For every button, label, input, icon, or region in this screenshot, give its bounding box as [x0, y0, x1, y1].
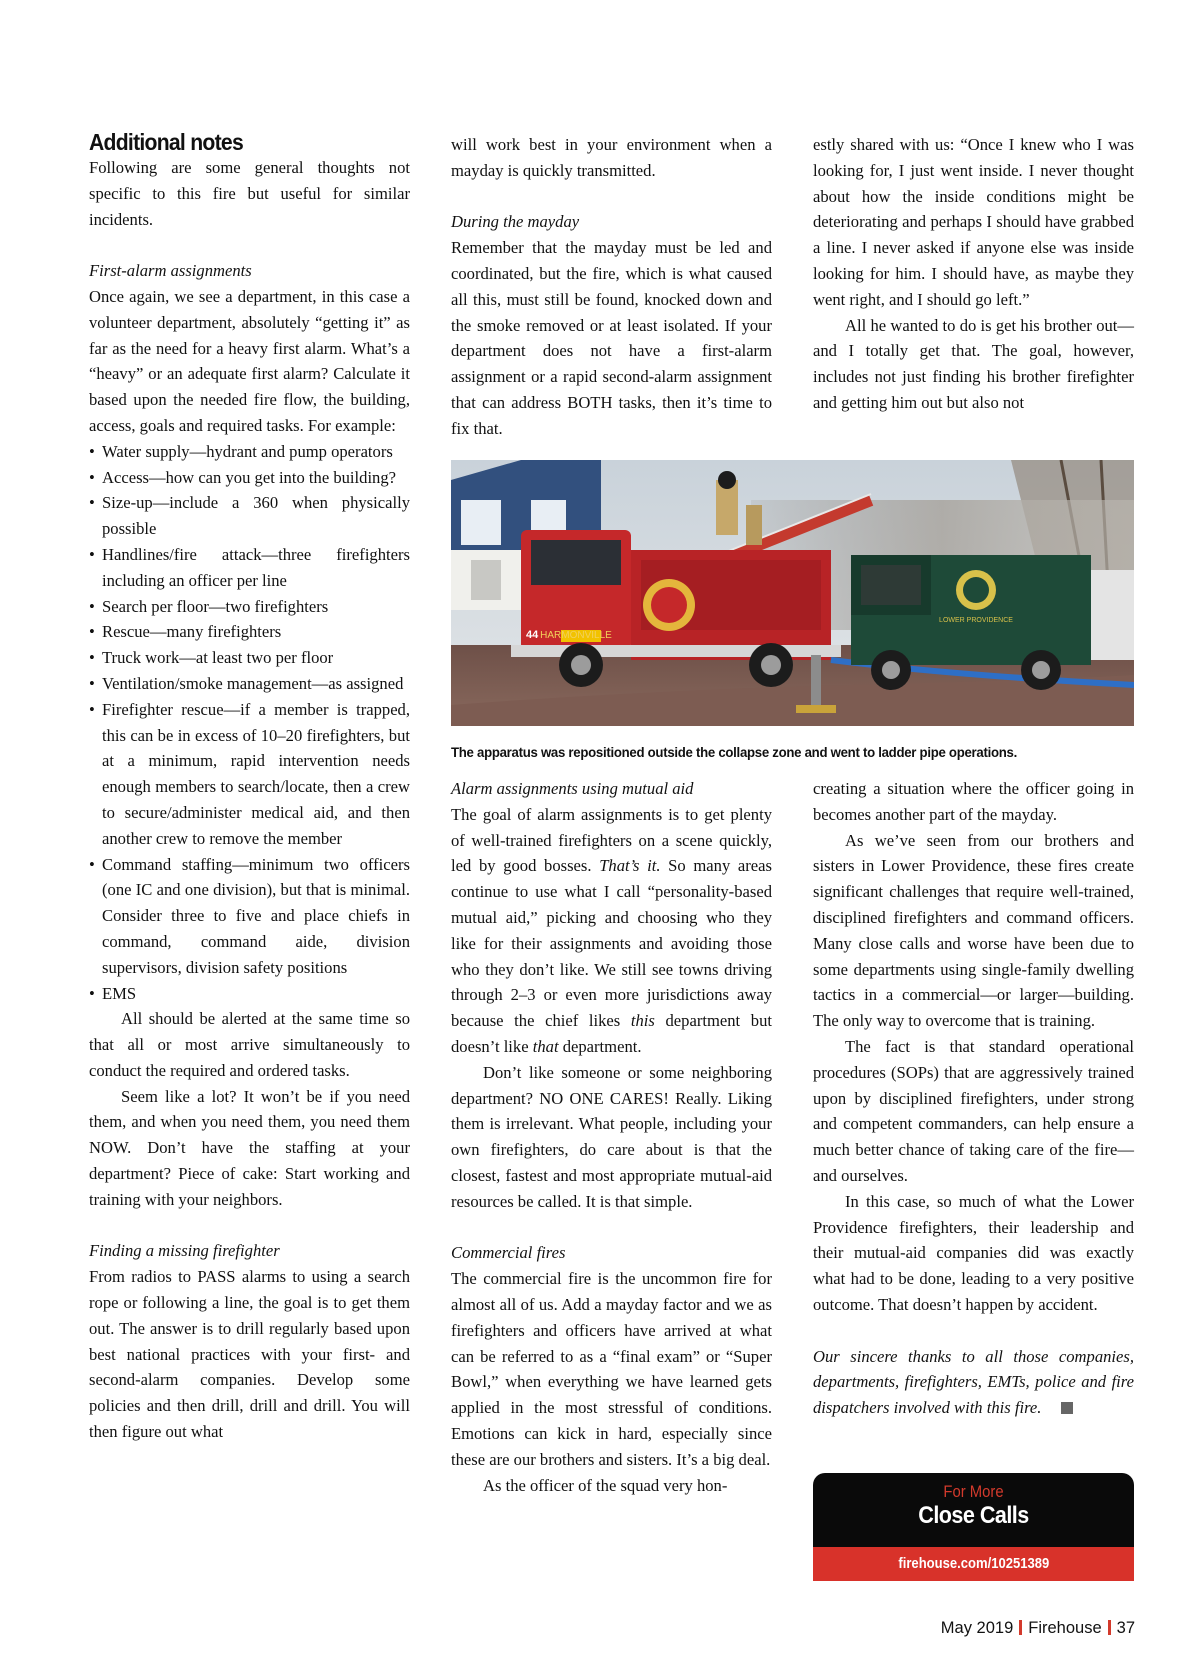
subhead-first-alarm: First-alarm assignments [89, 261, 252, 281]
column-3-top [813, 132, 1134, 416]
paragraph: estly shared with us: “Once I knew who I was looking for, I just went inside. I never thought about how the inside conditions might be deteriorating and perhaps I should have grabbed a line. I never asked if anyone else was inside looking for him. I should have, as maybe they went right, and I should go left.” [813, 135, 1134, 309]
list-item: • Truck work—at least two per floor [89, 645, 410, 671]
issue-date: May 2019 [940, 1619, 1014, 1637]
list-item: • Command staffing—minimum two officers (one IC and one division), but that is minimal. Consider three to five and place chiefs in command, command aide, division supervisors, division safety positions [89, 852, 410, 981]
column-2-bottom [451, 776, 772, 1498]
paragraph: The commercial fire is the uncommon fire for almost all of us. Add a mayday factor and we as firefighters and officers have arrived at what can be referred to as a “final exam” or “Super Bowl,” when everything we have learned gets applied in the most stressful of conditions. Emotions can kick in hard, especially since these are our brothers and sisters. It’s a big deal. [451, 1269, 772, 1469]
promo-kicker: For More [943, 1483, 1004, 1501]
close-calls-promo[interactable] [813, 1473, 1134, 1581]
column-1 [89, 127, 410, 1445]
page-number: 37 [1116, 1619, 1135, 1637]
acknowledgement: Our sincere thanks to all those companies, departments, firefighters, EMTs, police and fire dispatchers involved with this fire. [813, 1346, 1134, 1418]
list-item: • Water supply—hydrant and pump operators [89, 439, 410, 465]
column-2-top [451, 132, 772, 442]
paragraph: will work best in your environment when a mayday is quickly transmitted. [451, 135, 772, 180]
separator [1108, 1620, 1111, 1635]
list-item: • Handlines/fire attack—three firefighters including an officer per line [89, 542, 410, 594]
fire-apparatus-photo [451, 460, 1134, 726]
page-footer [941, 1619, 1135, 1638]
paragraph: The goal of alarm assignments is to get plenty of well-trained firefighters on a scene quickly, led by good bosses. That’s it. So many areas continue to use what I call “personality-based mutual aid,” picking and choosing who they like for their assignments and avoiding those who they don’t like. We still see towns driving through 2–3 or even more jurisdictions away because the chief likes this department but doesn’t like that department. [451, 804, 772, 1056]
promo-url-link[interactable]: firehouse.com/10251389 [813, 1547, 1134, 1581]
truck1-lettering: HARMONVILLE [540, 630, 612, 641]
list-item: • EMS [89, 981, 410, 1007]
paragraph: All he wanted to do is get his brother out—and I totally get that. The goal, however, includes not just finding his brother firefighter and getting him out but also not [813, 315, 1134, 412]
magazine-name: Firehouse [1028, 1619, 1102, 1637]
truck1-unit: 44 [526, 629, 539, 641]
subhead-mutual-aid: Alarm assignments using mutual aid [451, 779, 694, 798]
paragraph: Don’t like someone or some neighboring department? NO ONE CARES! Really. Liking them is irrelevant. What people, including your own firefighters, do care about is that the closest, fastest and most appropriate mutual-aid resources be called. It is that simple. [451, 1062, 772, 1211]
separator [1019, 1620, 1022, 1635]
list-item: • Size-up—include a 360 when physically possible [89, 490, 410, 542]
paragraph: creating a situation where the officer going in becomes another part of the mayday. [813, 779, 1134, 824]
list-item: • Access—how can you get into the building? [89, 465, 410, 491]
list-item: • Ventilation/smoke management—as assigned [89, 671, 410, 697]
end-mark-icon [1061, 1402, 1073, 1414]
paragraph: The fact is that standard operational procedures (SOPs) that are aggressively trained upon by disciplined firefighters, under strong and competent commanders, can help ensure a much better chance of taking care of the fire—and ourselves. [813, 1036, 1134, 1185]
section-heading: Additional notes [89, 129, 243, 155]
paragraph: In this case, so much of what the Lower Providence firefighters, their leadership and their mutual-aid companies did was exactly what had to be done, leading to a very positive outcome. That doesn’t happen by accident. [813, 1191, 1134, 1314]
promo-title: Close Calls [918, 1502, 1029, 1529]
list-item: • Rescue—many firefighters [89, 619, 410, 645]
paragraph: All should be alerted at the same time so that all or most arrive simultaneously to conduct the required and ordered tasks. [89, 1009, 410, 1080]
paragraph: From radios to PASS alarms to using a search rope or following a line, the goal is to get them out. The answer is to drill regularly based upon best national practices with your first- and second-alarm companies. Develop some policies and then drill, drill and drill. You will then figure out what [89, 1267, 410, 1442]
paragraph: Remember that the mayday must be led and coordinated, but the fire, which is what caused all this, must still be found, knocked down and the smoke removed or at least isolated. If your department does not have a first-alarm assignment or a rapid second-alarm assignment that can address BOTH tasks, then it’s time to fix that. [451, 238, 772, 438]
subhead-missing-firefighter: Finding a missing firefighter [89, 1241, 280, 1261]
list-item: • Search per floor—two firefighters [89, 594, 410, 620]
subhead-during-mayday: During the mayday [451, 212, 580, 232]
photo-caption: The apparatus was repositioned outside the collapse zone and went to ladder pipe operations. [451, 745, 1017, 761]
paragraph: As we’ve seen from our brothers and sisters in Lower Providence, these fires create significant challenges that require well-trained, disciplined firefighters and command officers. Many close calls and worse have been due to some departments using single-family dwelling tactics in a commercial—or larger—building. The only way to overcome that is training. [813, 830, 1134, 1031]
task-list [89, 439, 410, 1007]
paragraph: Once again, we see a department, in this case a volunteer department, absolutely “getting it” as far as the need for a heavy first alarm. What’s a “heavy” or an adequate first alarm? Calculate it based upon the needed fire flow, the building, access, goals and required tasks. For example: [89, 286, 410, 435]
paragraph: Seem like a lot? It won’t be if you need them, and when you need them, you need them NOW. Don’t have the staffing at your department? Piece of cake: Start working and training with your neighbors. [89, 1086, 410, 1209]
intro-paragraph: Following are some general thoughts not specific to this fire but useful for similar incidents. [89, 158, 410, 229]
truck2-lettering: LOWER PROVIDENCE [939, 617, 1013, 624]
column-3-bottom [813, 776, 1134, 1421]
paragraph: As the officer of the squad very hon- [483, 1475, 728, 1495]
subhead-commercial-fires: Commercial fires [451, 1243, 566, 1263]
list-item: • Firefighter rescue—if a member is trapped, this can be in excess of 10–20 firefighters, but at a minimum, rapid intervention needs enough members to search/locate, then a crew to secure/administer medical aid, and then another crew to remove the member [89, 697, 410, 852]
